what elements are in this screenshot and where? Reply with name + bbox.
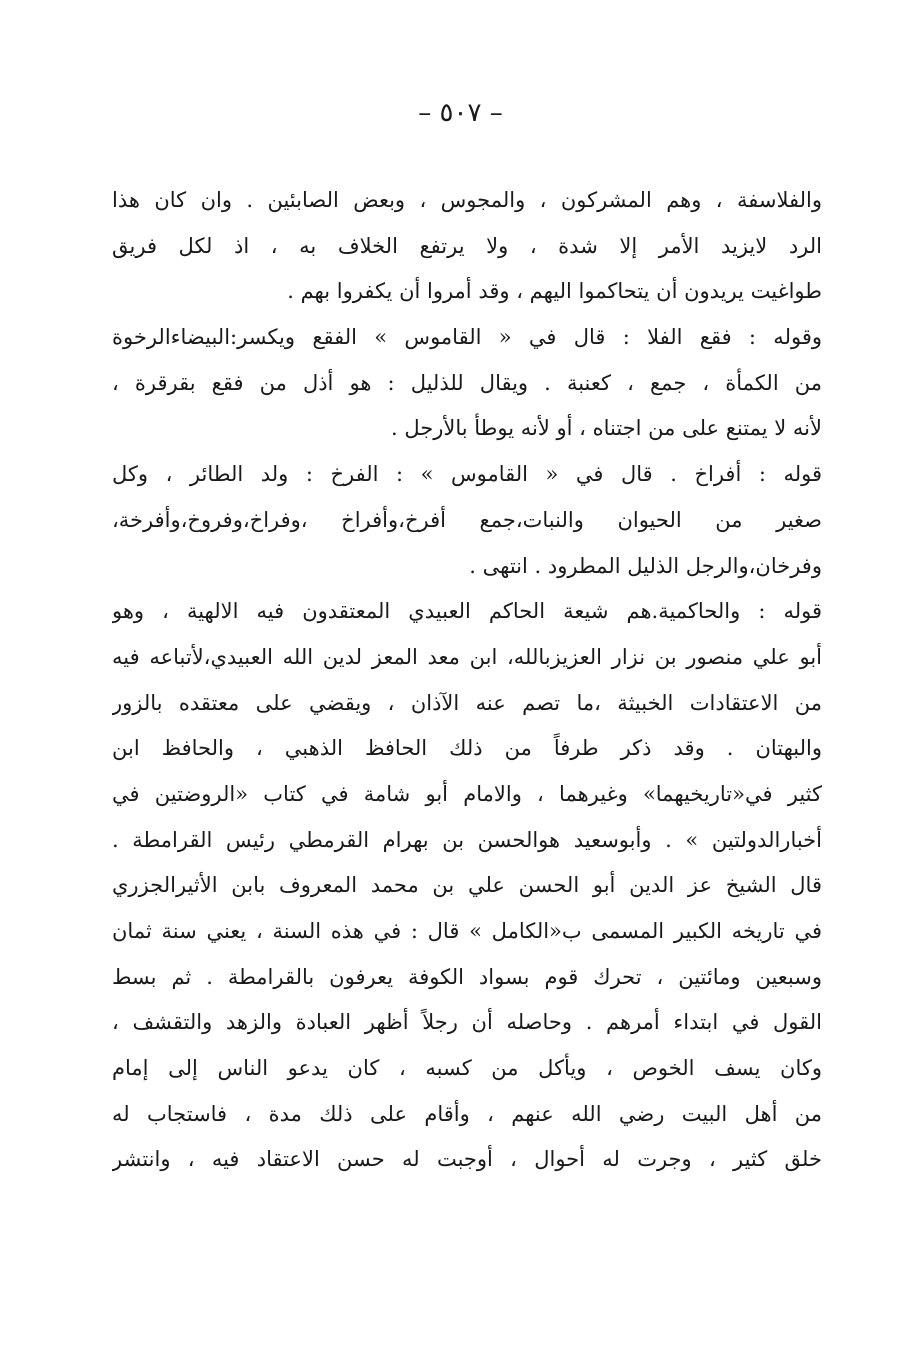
text-line: وفرخان،والرجل الذليل المطرود . انتهى .: [469, 553, 822, 578]
text-line: قوله : والحاكمية.هم شيعة الحاكم العبيدي المعتقدون فيه الالهية ، وهو: [112, 599, 822, 624]
paragraph-4: [112, 589, 822, 1183]
text-line: الرد لايزيد الأمر إلا شدة ، ولا يرتفع الخلاف به ، اذ لكل فريق: [112, 233, 822, 258]
text-line: لأنه لا يمتنع على من اجتناه ، أو لأنه يوطأ بالأرجل .: [391, 416, 822, 441]
text-line: من الاعتقادات الخبيثة ،ما تصم عنه الآذان ، ويقضي على معتقده بالزور: [112, 690, 822, 715]
text-line: من الكمأة ، جمع ، كعنبة . ويقال للذليل : هو أذل من فقع بقرقرة ،: [112, 370, 822, 395]
text-line: كثير في«تاريخيهما» وغيرهما ، والامام أبو شامة في كتاب «الروضتين في: [112, 781, 822, 806]
text-line: والفلاسفة ، وهم المشركون ، والمجوس ، وبعض الصابئين . وان كان هذا: [112, 188, 822, 212]
text-line: قوله : أفراخ . قال في « القاموس » : الفرخ : ولد الطائر ، وكل: [112, 462, 822, 487]
text-line: صغير من الحيوان والنبات،جمع أفرخ،وأفراخ ،وفراخ،وفروخ،وأفرخة،: [112, 507, 822, 532]
text-line: قال الشيخ عز الدين أبو الحسن علي بن محمد المعروف بابن الأثيرالجزري: [112, 873, 822, 898]
text-line: خلق كثير ، وجرت له أحوال ، أوجبت له حسن الاعتقاد فيه ، وانتشر: [112, 1147, 822, 1172]
text-line: طواغيت يريدون أن يتحاكموا اليهم ، وقد أمروا أن يكفروا بهم .: [287, 279, 822, 304]
text-line: أبو علي منصور بن نزار العزيزبالله، ابن معد المعز لدين الله العبيدي،لأتباعه فيه: [112, 644, 822, 669]
text-line: من أهل البيت رضي الله عنهم ، وأقام على ذلك مدة ، فاستجاب له: [112, 1101, 822, 1126]
text-line: القول في ابتداء أمرهم . وحاصله أن رجلاً أظهر العبادة والزهد والتقشف ،: [112, 1010, 822, 1035]
paragraph-1: [112, 178, 822, 315]
text-line: وقوله : فقع الفلا : قال في « القاموس » الفقع ويكسر:البيضاءالرخوة: [112, 325, 822, 350]
paragraph-3: [112, 452, 822, 589]
text-line: وسبعين ومائتين ، تحرك قوم بسواد الكوفة يعرفون بالقرامطة . ثم بسط: [112, 964, 822, 989]
body-text: [112, 178, 822, 1183]
page-number: – ٥٠٧ –: [418, 98, 503, 128]
text-line: وكان يسف الخوص ، ويأكل من كسبه ، كان يدعو الناس إلى إمام: [112, 1056, 822, 1081]
text-line: في تاريخه الكبير المسمى ب«الكامل » قال : في هذه السنة ، يعني سنة ثمان: [112, 919, 822, 943]
text-line: والبهتان . وقد ذكر طرفاً من ذلك الحافظ الذهبي ، والحافظ ابن: [112, 736, 822, 761]
text-line: أخبارالدولتين » . وأبوسعيد هوالحسن بن بهرام القرمطي رئيس القرامطة .: [112, 827, 822, 852]
paragraph-2: [112, 315, 822, 452]
